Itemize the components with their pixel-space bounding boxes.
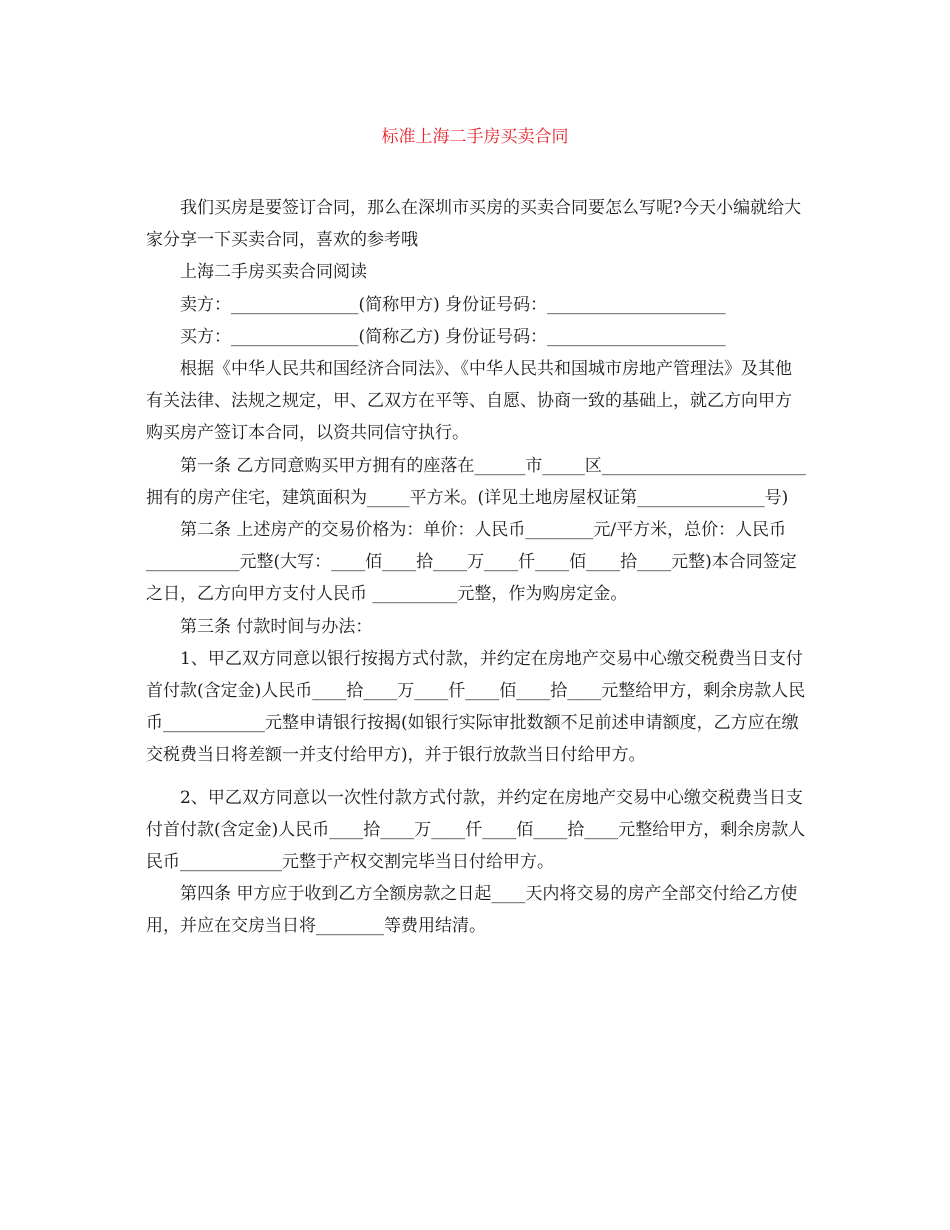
article-1: 第一条 乙方同意购买甲方拥有的座落在______市_____区________________________拥有的房产住宅，建筑面积为_____平方米。(详见土地房屋权证第_______________号) bbox=[146, 455, 806, 508]
seller-line: 卖方：_______________(简称甲方) 身份证号码：_____________________ bbox=[180, 294, 726, 315]
document-title: 标准上海二手房买卖合同 bbox=[381, 127, 569, 147]
buyer-line: 买方：_______________(简称乙方) 身份证号码：_____________________ bbox=[180, 326, 726, 347]
article-4: 第四条 甲方应于收到乙方全额房款之日起____天内将交易的房产全部交付给乙方使用，并应在交房当日将________等费用结清。 bbox=[146, 884, 798, 937]
section-heading: 上海二手房买卖合同阅读 bbox=[180, 262, 367, 283]
article-2: 第二条 上述房产的交易价格为：单价：人民币________元/平方米，总价：人民币___________元整(大写：____佰____拾____万____仟____佰____拾____元整)本合同签定之日，乙方向甲方支付人民币 __________元整，作为购房定金。 bbox=[146, 520, 797, 605]
intro-paragraph: 我们买房是要签订合同，那么在深圳市买房的买卖合同要怎么写呢?今天小编就给大家分享一下买卖合同，喜欢的参考哦 bbox=[146, 198, 802, 251]
preamble-paragraph: 根据《中华人民共和国经济合同法》、《中华人民共和国城市房地产管理法》及其他有关法律、法规之规定，甲、乙双方在平等、自愿、协商一致的基础上，就乙方向甲方购买房产签订本合同，以资共同信守执行。 bbox=[146, 359, 792, 444]
article-3-clause-2: 2、甲乙双方同意以一次性付款方式付款，并约定在房地产交易中心缴交税费当日支付首付款(含定金)人民币____拾____万____仟____佰____拾____元整给甲方，剩余房款人民币____________元整于产权交割完毕当日付给甲方。 bbox=[146, 787, 806, 873]
document-body bbox=[146, 192, 806, 943]
article-3-heading: 第三条 付款时间与办法： bbox=[180, 616, 373, 637]
article-3-clause-1: 1、甲乙双方同意以银行按揭方式付款，并约定在房地产交易中心缴交税费当日支付首付款(含定金)人民币____拾____万____仟____佰____拾____元整给甲方，剩余房款人民币____________元整申请银行按揭(如银行实际审批数额不足前述申请额度，乙方应在缴交税费当日将差额一并支付给甲方)，并于银行放款当日付给甲方。 bbox=[146, 648, 806, 766]
